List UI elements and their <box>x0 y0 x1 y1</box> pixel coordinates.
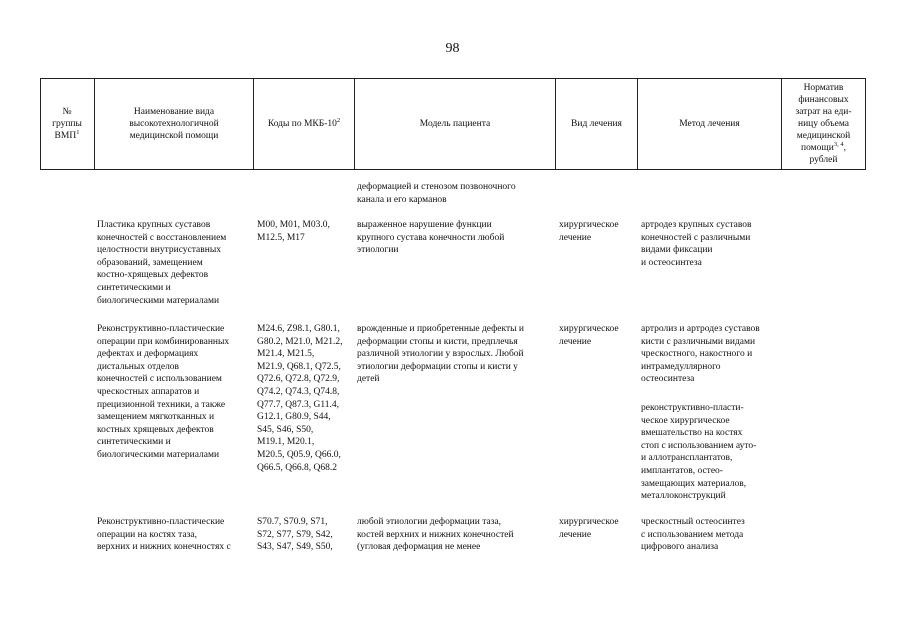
text-line: M19.1, M20.1, <box>257 437 315 448</box>
text-line: врожденные и приобретенные дефекты и <box>357 324 524 334</box>
text-line: замещающих материалов, <box>641 478 747 489</box>
patient-model <box>357 219 504 257</box>
text-line: хирургическое <box>559 220 619 230</box>
text-line: биологическими материалами <box>97 295 220 306</box>
text-line: M12.5, M17 <box>257 232 305 243</box>
care-type-name <box>97 323 229 462</box>
header-cost-standard: Норматив финансовых затрат на еди- ницу объема медицинской помощи$^{3, 4}$, рублей <box>795 83 852 165</box>
text-line: образований, замещением <box>97 257 203 268</box>
text-line: хирургическое <box>559 324 619 334</box>
text-line: M20.5, Q05.9, Q66.0, <box>257 449 341 460</box>
text-line: различной этиологии у взрослых. Любой <box>357 349 524 360</box>
text-line: замещением мягкотканных и <box>97 412 215 423</box>
page-number: 98 <box>445 41 460 56</box>
text-line: Пластика крупных суставов <box>97 220 211 230</box>
text-line: синтетическими и <box>97 282 171 293</box>
text-line: M21.4, M21.5, <box>257 349 315 360</box>
treatment-type <box>559 219 619 244</box>
text-line: канала и его карманов <box>357 194 447 205</box>
text-line: интрамедуллярного <box>641 361 721 372</box>
text-line: и аллотрансплантатов, <box>641 453 733 464</box>
text-line: деформацией и стенозом позвоночного <box>357 182 516 192</box>
icd-codes <box>257 516 333 554</box>
text-line: операции на костях таза, <box>97 529 198 540</box>
text-line: с использованием метода <box>641 529 744 540</box>
text-line: хирургическое <box>559 517 619 527</box>
treatment-method-alt <box>641 402 756 503</box>
text-line: операции при комбинированных <box>97 336 230 347</box>
text-line: Реконструктивно-пластические <box>97 517 225 527</box>
text-line: верхних и нижних конечностях с <box>97 542 231 553</box>
text-line: детей <box>357 374 380 385</box>
header-treatment-type: Вид лечения <box>571 119 622 129</box>
patient-model <box>357 323 524 386</box>
text-line: конечностей с восстановлением <box>97 232 227 243</box>
text-line: лечение <box>559 336 592 347</box>
text-line: кисти с различными видами <box>641 336 756 347</box>
text-line: цифрового анализа <box>641 542 719 553</box>
text-line: дистальных отделов <box>97 361 180 372</box>
treatment-type <box>559 516 619 541</box>
care-type-name <box>97 219 226 307</box>
header-patient-model: Модель пациента <box>419 119 491 129</box>
text-line: G12.1, G80.9, S44, <box>257 412 331 423</box>
text-line: прецизионной техники, а также <box>97 399 226 410</box>
text-line: Q66.5, Q66.8, Q68.2 <box>257 462 337 473</box>
text-line: чрескостного, накостного и <box>641 349 753 360</box>
patient-model-continuation <box>357 181 516 206</box>
text-line: этиологии <box>357 245 399 256</box>
text-line: этиологии деформации стопы и кисти у <box>357 361 518 372</box>
icd-codes <box>257 323 343 474</box>
text-line: M00, M01, M03.0, <box>257 220 330 230</box>
col-border <box>865 78 866 170</box>
text-line: реконструктивно-пласти- <box>641 403 744 413</box>
treatment-method <box>641 323 760 386</box>
text-line: имплантатов, остео- <box>641 465 723 476</box>
text-line: целостности внутрисуставных <box>97 245 221 256</box>
icd-codes <box>257 219 330 244</box>
text-line: стоп с использованием ауто- <box>641 440 757 451</box>
text-line: S43, S47, S49, S50, <box>257 542 333 553</box>
header-group-number: № группы ВМП$^1$ <box>52 107 82 141</box>
text-line: остеосинтеза <box>641 374 695 385</box>
text-line: металлоконструкций <box>641 491 726 502</box>
text-line: дефектах и деформациях <box>97 349 199 360</box>
text-line: выраженное нарушение функции <box>357 220 492 230</box>
text-line: ческое хирургическое <box>641 415 730 426</box>
text-line: костно-хрящевых дефектов <box>97 270 209 281</box>
text-line: S72, S77, S79, S42, <box>257 529 333 540</box>
text-line: любой этиологии деформации таза, <box>357 517 502 527</box>
treatment-type <box>559 323 619 348</box>
text-line: видами фиксации <box>641 245 713 256</box>
text-line: M24.6, Z98.1, G80.1, <box>257 324 340 334</box>
header-treatment-method: Метод лечения <box>679 119 740 129</box>
text-line: лечение <box>559 529 592 540</box>
text-line: чрескостных аппаратов и <box>97 386 200 397</box>
text-line: лечение <box>559 232 592 243</box>
patient-model <box>357 516 514 554</box>
text-line: вмешательство на костях <box>641 428 743 439</box>
text-line: артродез крупных суставов <box>641 220 752 230</box>
text-line: синтетическими и <box>97 437 171 448</box>
text-line: S45, S46, S50, <box>257 424 314 435</box>
text-line: G80.2, M21.0, M21.2, <box>257 336 343 347</box>
text-line: и остеосинтеза <box>641 257 702 268</box>
treatment-method <box>641 219 752 269</box>
treatment-method <box>641 516 745 554</box>
text-line: артролиз и артродез суставов <box>641 324 760 334</box>
text-line: чрескостный остеосинтез <box>641 517 745 527</box>
header-icd-codes: Коды по МКБ-$10^2$ <box>267 117 341 129</box>
text-line: конечностей с использованием <box>97 374 222 385</box>
text-line: крупного сустава конечности любой <box>357 232 505 243</box>
text-line: костей верхних и нижних конечностей <box>357 529 514 540</box>
header-care-type: Наименование вида высокотехнологичной медицинской помощи <box>129 107 219 141</box>
text-line: биологическими материалами <box>97 449 220 460</box>
text-line: Q74.2, Q74.3, Q74.8, <box>257 386 340 397</box>
text-line: костных хрящевых дефектов <box>97 424 214 435</box>
text-line: Q72.6, Q72.8, Q72.9, <box>257 374 340 385</box>
text-line: M21.9, Q68.1, Q72.5, <box>257 361 341 372</box>
care-type-name <box>97 516 231 554</box>
text-line: деформации стопы и кисти, предплечья <box>357 336 518 347</box>
text-line: Q77.7, Q87.3, G11.4, <box>257 399 339 410</box>
text-line: (угловая деформация не менее <box>357 542 481 553</box>
text-line: Реконструктивно-пластические <box>97 324 225 334</box>
text-line: S70.7, S70.9, S71, <box>257 517 328 527</box>
text-line: конечностей с различными <box>641 232 751 243</box>
